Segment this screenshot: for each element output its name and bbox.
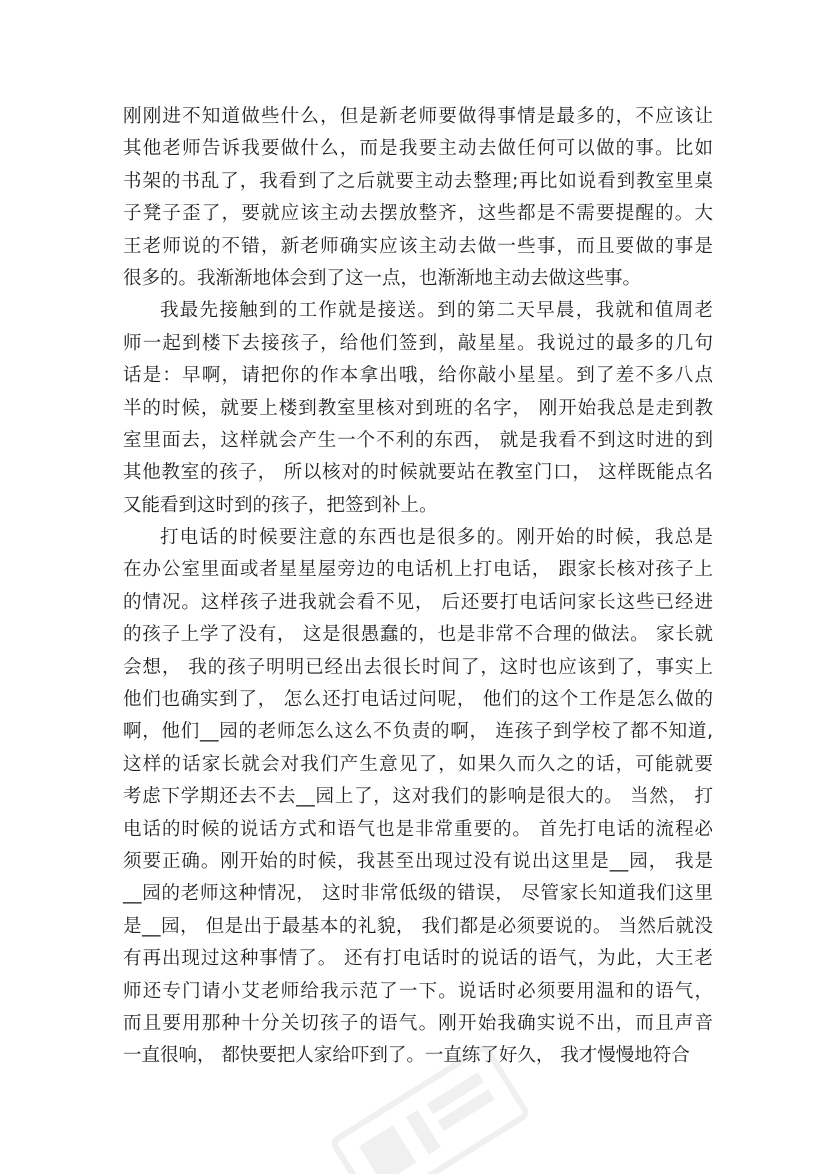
text-line: 这样的话家长就会对我们产生意见了，如果久而久之的话，可能就要 bbox=[123, 753, 713, 775]
text-line: 须要正确。刚开始的时候，我甚至出现过没有说出这里是__园， 我是 bbox=[123, 850, 713, 872]
text-line: 其他教室的孩子， 所以核对的时候就要站在教室门口， 这样既能点名 bbox=[123, 462, 713, 484]
paragraph bbox=[123, 101, 713, 295]
document-body bbox=[123, 101, 713, 1073]
text-line: 王老师说的不错，新老师确实应该主动去做一些事，而且要做的事是 bbox=[123, 235, 713, 257]
text-line: 他们也确实到了， 怎么还打电话过问呢， 他们的这个工作是怎么做的 bbox=[123, 689, 713, 711]
text-line: 子凳子歪了，要就应该主动去摆放整齐，这些都是不需要提醒的。大 bbox=[123, 203, 713, 225]
text-line: 又能看到这时到的孩子，把签到补上。 bbox=[123, 494, 438, 516]
paragraph bbox=[123, 522, 713, 1073]
text-line: 我最先接触到的工作就是接送。到的第二天早晨，我就和值周老 bbox=[160, 300, 713, 322]
text-line: 在办公室里面或者星星屋旁边的电话机上打电话， 跟家长核对孩子上 bbox=[123, 559, 713, 581]
text-line: 其他老师告诉我要做什么，而是我要主动去做任何可以做的事。比如 bbox=[123, 138, 713, 160]
text-line: 电话的时候的说话方式和语气也是非常重要的。 首先打电话的流程必 bbox=[123, 818, 713, 840]
text-line: 半的时候，就要上楼到教室里核对到班的名字， 刚开始我总是走到教 bbox=[123, 397, 713, 419]
text-line: 会想， 我的孩子明明已经出去很长时间了，这时也应该到了，事实上 bbox=[123, 656, 713, 678]
text-line: __园的老师这种情况， 这时非常低级的错误， 尽管家长知道我们这里 bbox=[123, 883, 713, 905]
paragraph bbox=[123, 295, 713, 522]
text-line: 打电话的时候要注意的东西也是很多的。刚开始的时候，我总是 bbox=[160, 527, 713, 549]
text-line: 刚刚进不知道做些什么，但是新老师要做得事情是最多的，不应该让 bbox=[123, 106, 713, 127]
text-line: 的情况。这样孩子进我就会看不见， 后还要打电话问家长这些已经进 bbox=[123, 591, 713, 613]
text-line: 有再出现过这种事情了。 还有打电话时的说话的语气，为此，大王老 bbox=[123, 948, 713, 970]
text-line: 很多的。我渐渐地体会到了这一点，也渐渐地主动去做这些事。 bbox=[123, 267, 642, 289]
text-line: 室里面去，这样就会产生一个不利的东西， 就是我看不到这时进的到 bbox=[123, 429, 713, 451]
text-line: 一直很响， 都快要把人家给吓到了。一直练了好久， 我才慢慢地符合 bbox=[123, 1045, 690, 1067]
text-line: 书架的书乱了，我看到了之后就要主动去整理;再比如说看到教室里桌 bbox=[123, 170, 713, 192]
text-line: 考虑下学期还去不去__园上了，这对我们的影响是很大的。 当然， 打 bbox=[123, 786, 713, 808]
text-line: 话是：早啊，请把你的作本拿出哦，给你敲小星星。到了差不多八点 bbox=[123, 365, 713, 387]
text-line: 师还专门请小艾老师给我示范了一下。说话时必须要用温和的语气， bbox=[123, 980, 713, 1002]
text-line: 而且要用那种十分关切孩子的语气。刚开始我确实说不出，而且声音 bbox=[123, 1012, 713, 1034]
text-line: 师一起到楼下去接孩子，给他们签到，敲星星。我说过的最多的几句 bbox=[123, 332, 713, 354]
text-line: 是__园， 但是出于最基本的礼貌， 我们都是必须要说的。 当然后就没 bbox=[123, 915, 713, 937]
text-line: 啊，他们__园的老师怎么这么不负责的啊， 连孩子到学校了都不知道, bbox=[123, 721, 713, 743]
text-line: 的孩子上学了没有， 这是很愚蠢的，也是非常不合理的做法。 家长就 bbox=[123, 624, 713, 646]
